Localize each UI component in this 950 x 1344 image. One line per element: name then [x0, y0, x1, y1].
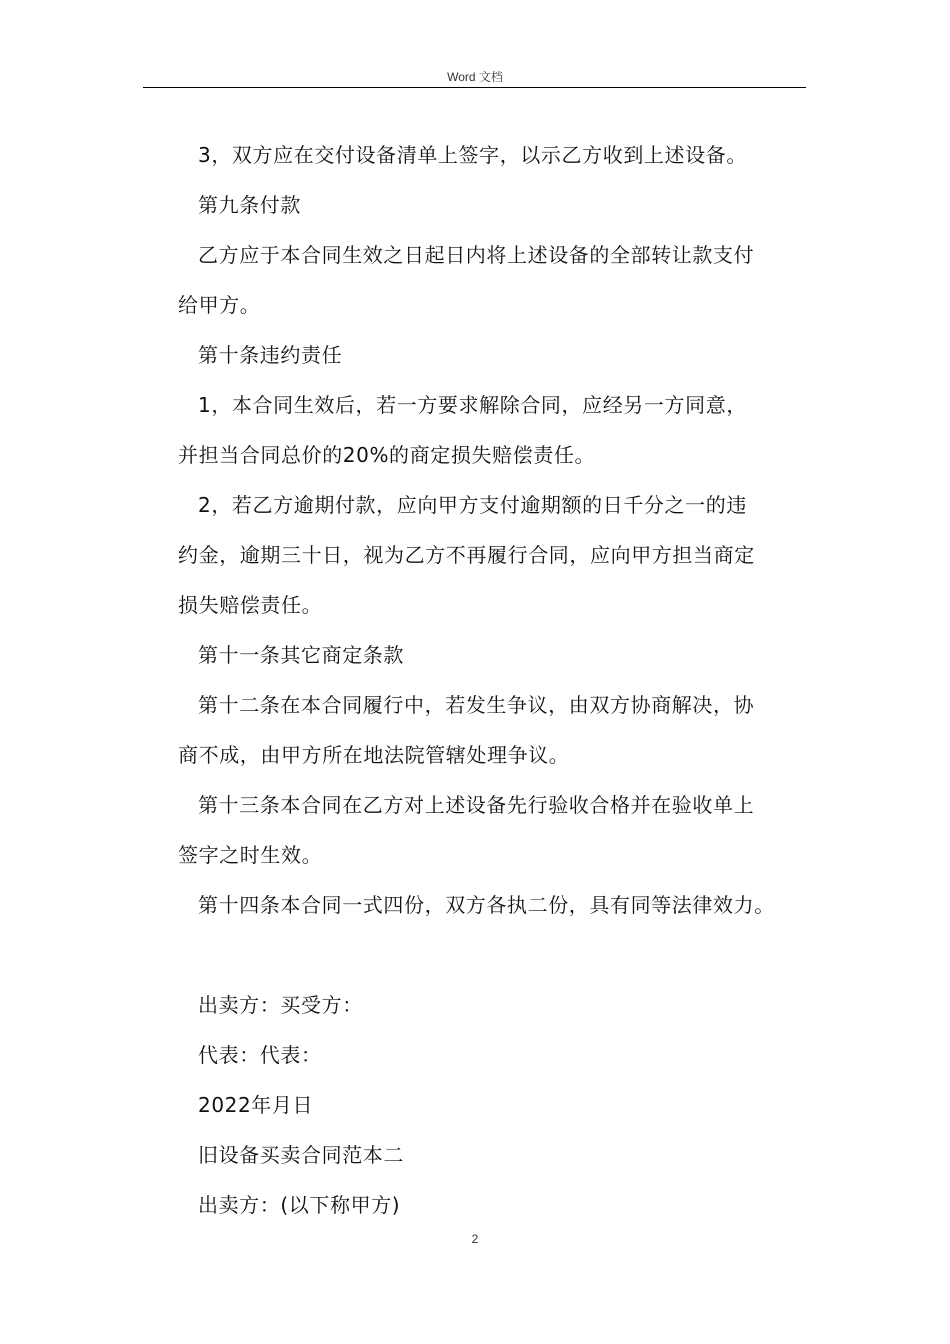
section-heading: 第九条付款: [198, 193, 301, 217]
header-title: Word 文档: [447, 70, 503, 84]
signature-parties: 出卖方：买受方：: [198, 993, 363, 1017]
document-body: [178, 130, 818, 1230]
section-heading: 第十一条其它商定条款: [198, 643, 404, 667]
paragraph: 第十三条本合同在乙方对上述设备先行验收合格并在验收单上: [198, 793, 755, 817]
paragraph: 第十二条在本合同履行中，若发生争议，由双方协商解决，协: [198, 693, 755, 717]
signature-representatives: 代表：代表：: [198, 1043, 322, 1067]
paragraph-continuation: 签字之时生效。: [178, 843, 323, 867]
paragraph-continuation: 并担当合同总价的20%的商定损失赔偿责任。: [178, 443, 596, 467]
paragraph-continuation: 商不成，由甲方所在地法院管辖处理争议。: [178, 743, 570, 767]
paragraph: 乙方应于本合同生效之日起日内将上述设备的全部转让款支付: [198, 243, 755, 267]
paragraph-continuation: 损失赔偿责任。: [178, 593, 323, 617]
paragraph: 2，若乙方逾期付款，应向甲方支付逾期额的日千分之一的违: [198, 493, 747, 517]
header-rule: [143, 87, 806, 88]
section-heading: 第十条违约责任: [198, 343, 343, 367]
blank-line: [178, 930, 818, 980]
page-number: 2: [471, 1232, 479, 1246]
signature-date: 2022年月日: [198, 1093, 314, 1117]
paragraph-continuation: 给甲方。: [178, 293, 261, 317]
paragraph-continuation: 约金，逾期三十日，视为乙方不再履行合同，应向甲方担当商定: [178, 543, 755, 567]
paragraph: 3，双方应在交付设备清单上签字，以示乙方收到上述设备。: [198, 143, 747, 167]
paragraph: 1，本合同生效后，若一方要求解除合同，应经另一方同意，: [198, 393, 747, 417]
paragraph: 第十四条本合同一式四份，双方各执二份，具有同等法律效力。: [198, 893, 775, 917]
document-subtitle: 旧设备买卖合同范本二: [198, 1143, 404, 1167]
seller-line: 出卖方：(以下称甲方): [198, 1193, 401, 1217]
